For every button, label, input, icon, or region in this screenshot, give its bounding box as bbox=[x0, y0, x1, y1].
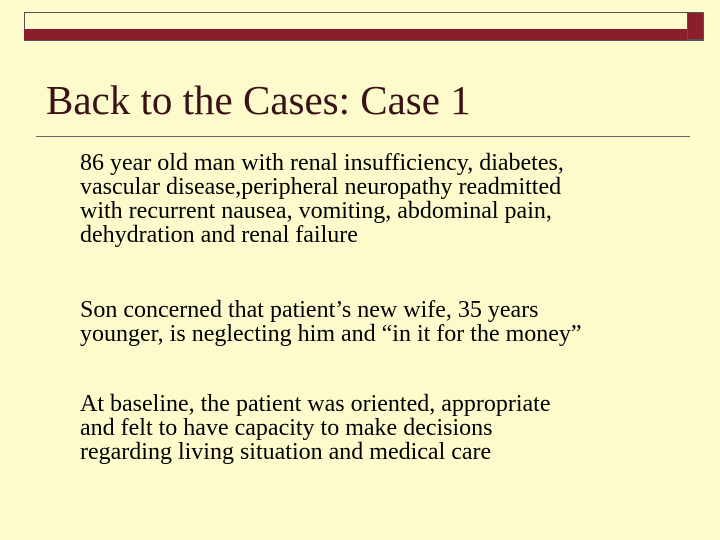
slide-title: Back to the Cases: Case 1 bbox=[46, 77, 471, 123]
case-description-paragraph bbox=[80, 151, 564, 247]
corner-square-decoration bbox=[687, 12, 704, 40]
son-concern-paragraph bbox=[80, 298, 582, 346]
header-decoration-outline bbox=[24, 12, 688, 29]
title-divider bbox=[36, 136, 690, 137]
text-line: vascular disease,peripheral neuropathy readmitted bbox=[80, 174, 562, 200]
baseline-paragraph bbox=[80, 392, 551, 464]
text-line: Son concerned that patient’s new wife, 35 years bbox=[80, 297, 539, 323]
text-line: and felt to have capacity to make decisions bbox=[80, 415, 493, 441]
text-line: with recurrent nausea, vomiting, abdominal pain, bbox=[80, 198, 552, 224]
text-line: 86 year old man with renal insufficiency, diabetes, bbox=[80, 150, 564, 176]
header-decoration-edge bbox=[24, 40, 704, 41]
text-line: dehydration and renal failure bbox=[80, 222, 358, 248]
text-line: younger, is neglecting him and “in it for the money” bbox=[80, 321, 582, 347]
text-line: At baseline, the patient was oriented, appropriate bbox=[80, 391, 551, 417]
header-decoration-bar bbox=[24, 29, 704, 40]
text-line: regarding living situation and medical care bbox=[80, 439, 492, 465]
